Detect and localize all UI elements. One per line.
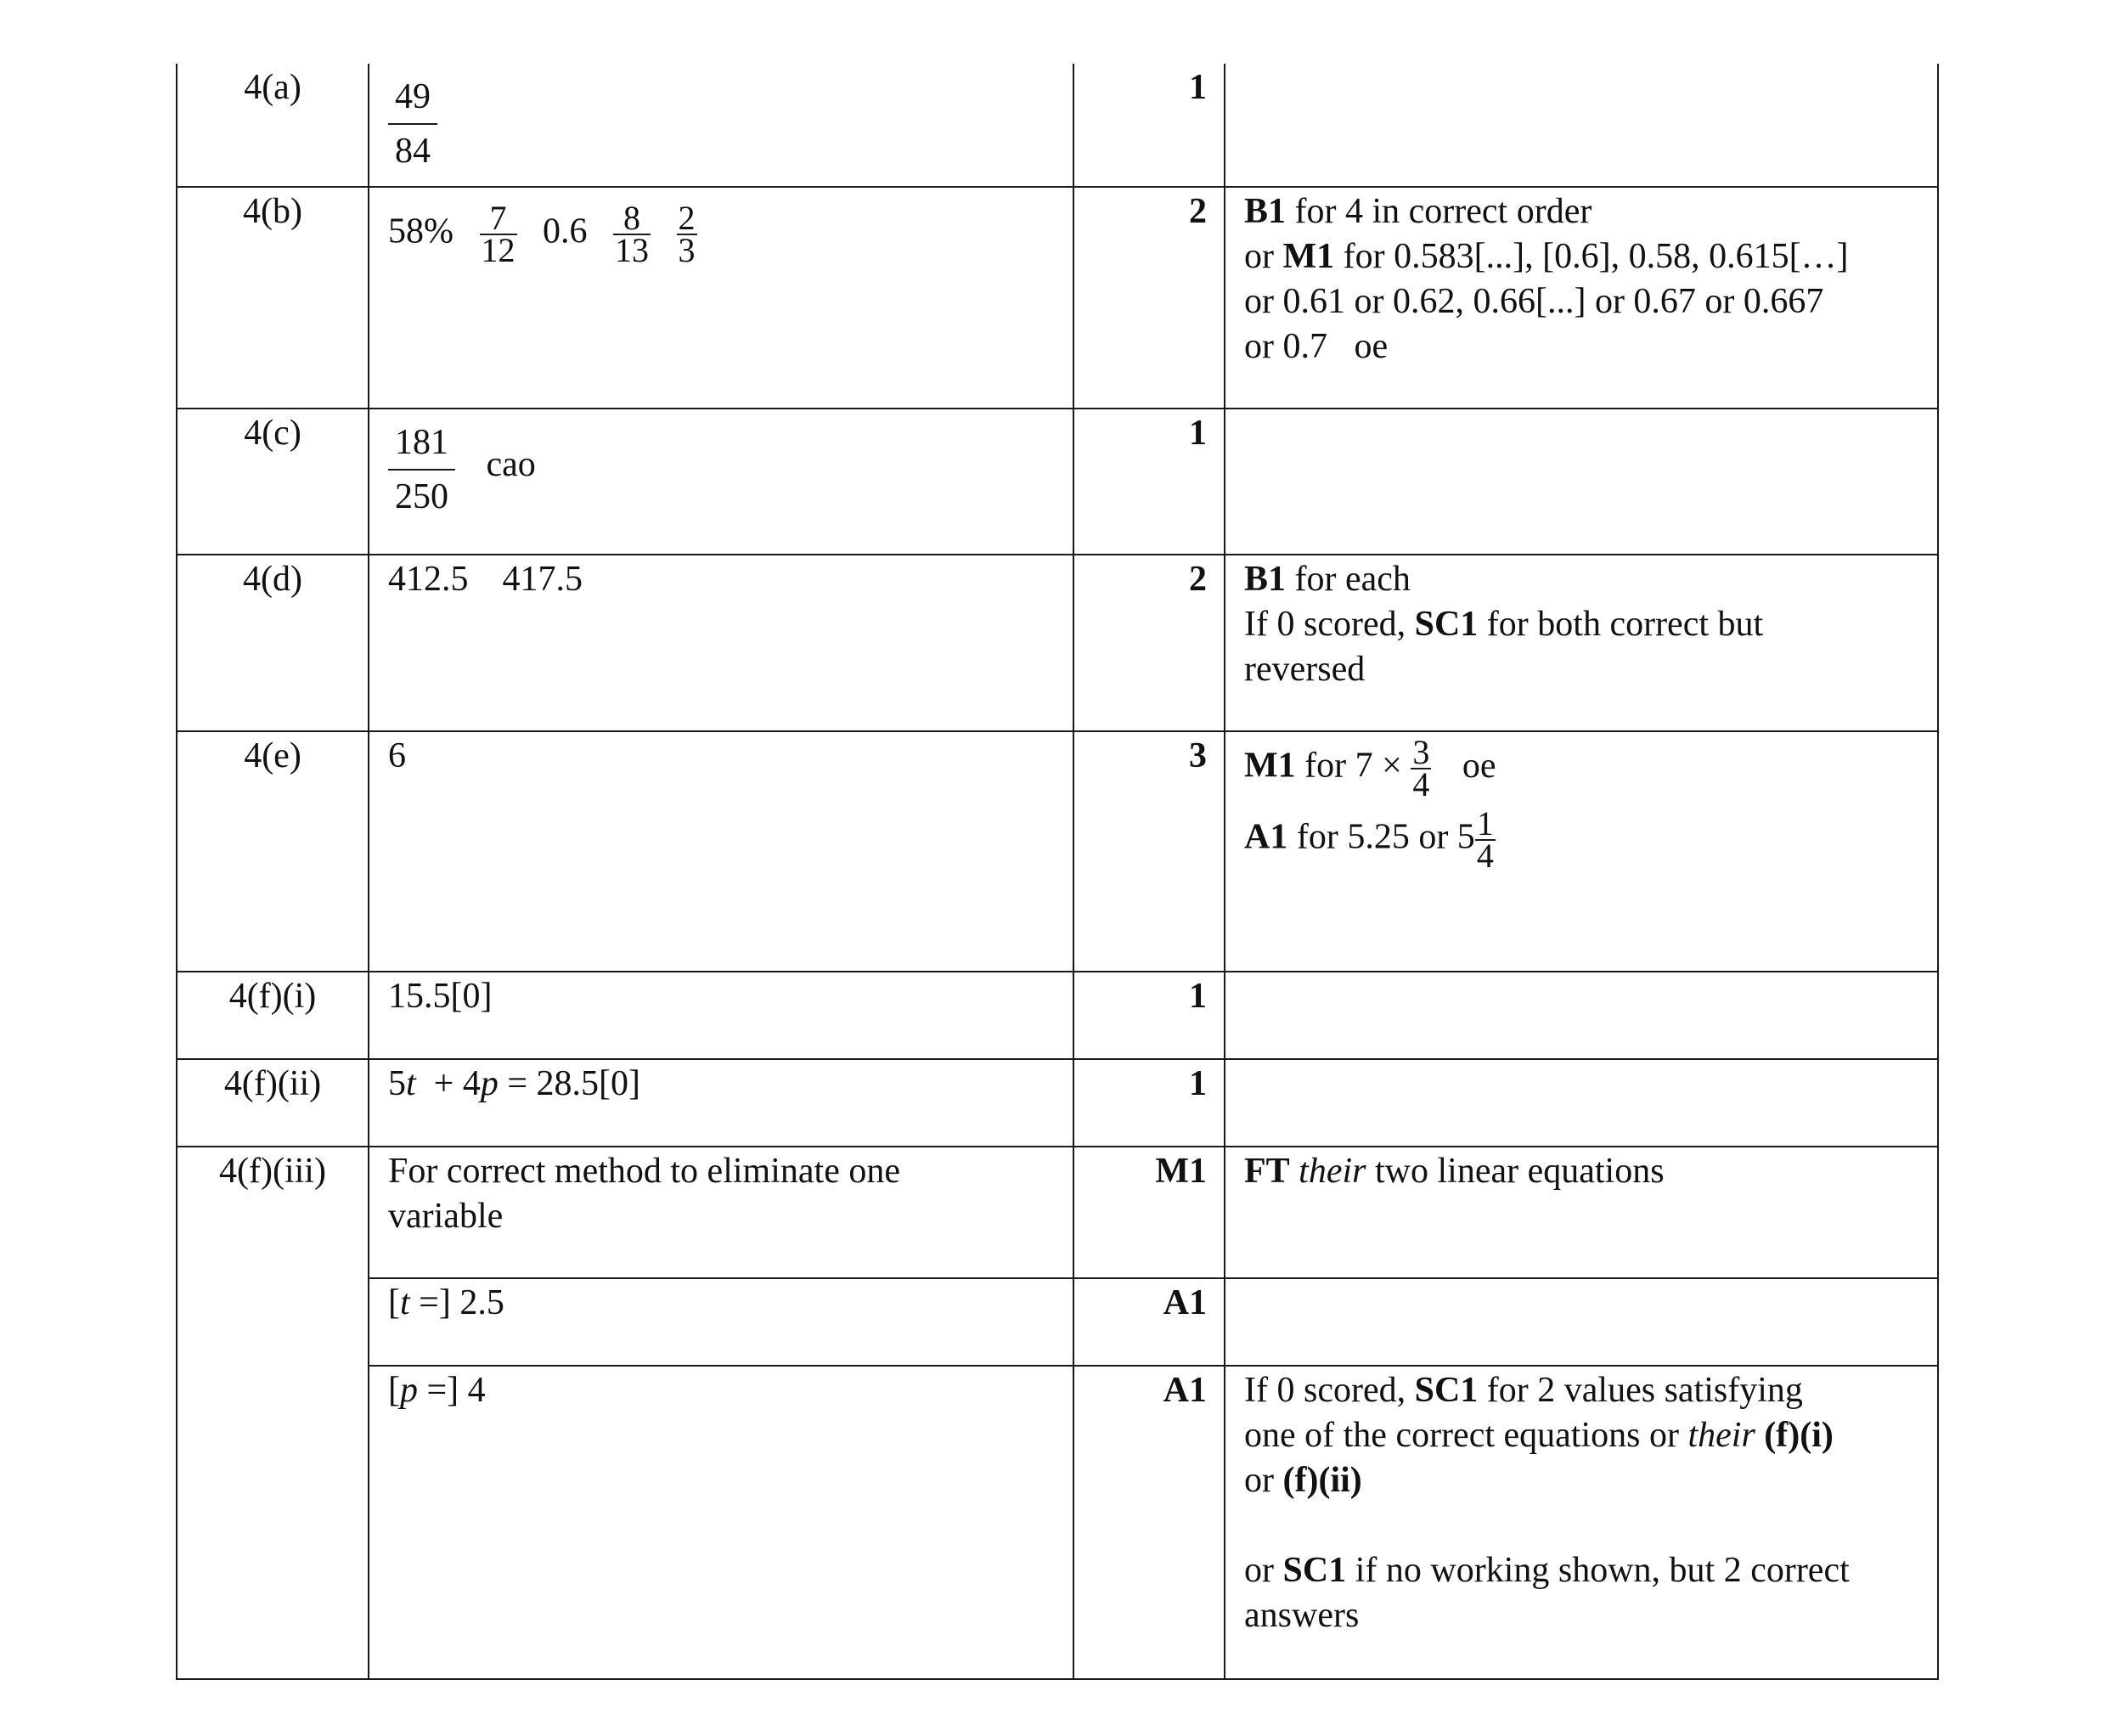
guidance-line: or 0.7 oe xyxy=(1244,327,1389,366)
guidance-line xyxy=(1244,1458,1920,1503)
guidance-fraction xyxy=(1411,733,1431,803)
equation-variable: t xyxy=(406,1064,416,1103)
guidance-text: if no working shown, but 2 correct xyxy=(1346,1551,1850,1590)
answer-cell: 15.5[0] xyxy=(369,972,1073,1059)
guidance-line: reversed xyxy=(1244,650,1366,689)
table-row xyxy=(177,1366,1938,1679)
guidance-cell xyxy=(1225,972,1938,1059)
guidance-cell xyxy=(1225,1147,1938,1278)
mark-scheme-table xyxy=(176,64,1939,1680)
answer-variable: t xyxy=(400,1283,410,1322)
marks-cell: M1 xyxy=(1073,1147,1225,1278)
question-number: 4(f)(i) xyxy=(177,972,369,1059)
answer-lower-bound: 412.5 xyxy=(388,560,469,599)
table-row xyxy=(177,409,1938,555)
question-number: 4(a) xyxy=(177,64,369,187)
guidance-text: one of the correct equations or xyxy=(1244,1416,1688,1455)
guidance-cell xyxy=(1225,187,1938,409)
table-row xyxy=(177,731,1938,972)
guidance-emphasis: their xyxy=(1687,1416,1755,1455)
guidance-text: two linear equations xyxy=(1366,1152,1665,1191)
guidance-cell xyxy=(1225,1059,1938,1147)
guidance-cell xyxy=(1225,64,1938,187)
table-row xyxy=(177,1147,1938,1278)
fraction-denominator: 4 xyxy=(1476,837,1494,875)
answer-part: [ xyxy=(388,1371,400,1410)
table-row xyxy=(177,555,1938,731)
fraction-denominator: 84 xyxy=(395,132,431,171)
table-row xyxy=(177,972,1938,1059)
mark-code: M1 xyxy=(1282,237,1335,276)
marks-cell: A1 xyxy=(1073,1366,1225,1679)
fraction-numerator: 3 xyxy=(1412,733,1430,771)
answer-fraction xyxy=(677,199,697,269)
answer-fraction xyxy=(388,70,437,178)
mark-code: B1 xyxy=(1244,560,1287,599)
question-number: 4(f)(iii) xyxy=(177,1147,369,1679)
question-number: 4(c) xyxy=(177,409,369,555)
guidance-text: If 0 scored, xyxy=(1244,605,1415,644)
answer-cell xyxy=(369,1147,1073,1278)
mark-code: FT xyxy=(1244,1152,1290,1191)
equation-part: = 28.5[0] xyxy=(498,1064,641,1103)
equation-part: 5 xyxy=(388,1064,406,1103)
marks-cell: 1 xyxy=(1073,64,1225,187)
marks-cell: 1 xyxy=(1073,1059,1225,1147)
answer-fraction xyxy=(613,199,651,269)
question-number: 4(d) xyxy=(177,555,369,731)
guidance-line xyxy=(1244,804,1920,875)
answer-qualifier: cao xyxy=(486,444,536,484)
answer-cell: 6 xyxy=(369,731,1073,972)
fraction-numerator: 181 xyxy=(388,416,455,471)
part-reference: (f)(ii) xyxy=(1282,1461,1362,1500)
marks-cell: 2 xyxy=(1073,555,1225,731)
fraction-denominator: 3 xyxy=(678,231,696,269)
guidance-text: or xyxy=(1244,1551,1283,1590)
answer-part: =] 2.5 xyxy=(409,1283,504,1322)
question-number: 4(f)(ii) xyxy=(177,1059,369,1147)
answer-value: 0.6 xyxy=(543,211,588,251)
table-row xyxy=(177,1278,1938,1366)
answer-cell xyxy=(369,1059,1073,1147)
guidance-fraction xyxy=(1475,804,1496,875)
marks-cell: 1 xyxy=(1073,409,1225,555)
part-reference: (f)(i) xyxy=(1755,1416,1834,1455)
equation-part: + 4 xyxy=(415,1064,481,1103)
marks-cell: 1 xyxy=(1073,972,1225,1059)
mark-code: B1 xyxy=(1244,192,1287,231)
guidance-text: for 2 values satisfying xyxy=(1478,1371,1803,1410)
guidance-text: or xyxy=(1244,237,1283,276)
guidance-spacer xyxy=(1244,1503,1920,1548)
guidance-text: for each xyxy=(1286,560,1411,599)
fraction-numerator: 2 xyxy=(678,199,696,237)
guidance-line: or 0.61 or 0.62, 0.66[...] or 0.67 or 0.667 xyxy=(1244,282,1824,321)
mark-code: A1 xyxy=(1244,817,1288,857)
answer-part: =] 4 xyxy=(418,1371,486,1410)
guidance-cell xyxy=(1225,1278,1938,1366)
mark-code: SC1 xyxy=(1414,1371,1479,1410)
guidance-line xyxy=(1244,1548,1920,1593)
marks-cell: 3 xyxy=(1073,731,1225,972)
mark-code: SC1 xyxy=(1282,1551,1347,1590)
question-number: 4(b) xyxy=(177,187,369,409)
guidance-line xyxy=(1244,733,1920,803)
guidance-line xyxy=(1244,1368,1920,1413)
fraction-numerator: 49 xyxy=(388,70,437,125)
answer-order-list xyxy=(388,199,1054,269)
answer-variable: p xyxy=(400,1371,418,1410)
fraction-denominator: 12 xyxy=(481,231,515,269)
answer-cell xyxy=(369,1366,1073,1679)
guidance-text: for 5.25 or 5 xyxy=(1287,817,1475,857)
fraction-numerator: 8 xyxy=(613,205,651,235)
table-row xyxy=(177,1059,1938,1147)
fraction-denominator: 4 xyxy=(1412,765,1430,803)
answer-line: For correct method to eliminate one xyxy=(388,1152,900,1191)
marks-cell: 2 xyxy=(1073,187,1225,409)
table-row xyxy=(177,64,1938,187)
fraction-numerator: 7 xyxy=(480,205,517,235)
answer-cell xyxy=(369,187,1073,409)
answer-upper-bound: 417.5 xyxy=(502,560,583,599)
answer-cell xyxy=(369,1278,1073,1366)
guidance-text: for 4 in correct order xyxy=(1286,192,1592,231)
answer-fraction xyxy=(480,199,517,269)
answer-cell xyxy=(369,64,1073,187)
guidance-text: for 7 × xyxy=(1295,746,1411,786)
guidance-text: If 0 scored, xyxy=(1244,1371,1415,1410)
guidance-line: answers xyxy=(1244,1596,1360,1635)
guidance-text: for 0.583[...], [0.6], 0.58, 0.615[…] xyxy=(1334,237,1849,276)
guidance-line xyxy=(1244,189,1920,234)
marks-cell: A1 xyxy=(1073,1278,1225,1366)
question-number: 4(e) xyxy=(177,731,369,972)
fraction-denominator: 250 xyxy=(395,477,448,516)
answer-part: [ xyxy=(388,1283,400,1322)
guidance-cell xyxy=(1225,1366,1938,1679)
guidance-text: for both correct but xyxy=(1478,605,1764,644)
guidance-line xyxy=(1244,234,1920,279)
guidance-text: or xyxy=(1244,1461,1283,1500)
answer-cell xyxy=(369,409,1073,555)
fraction-denominator: 13 xyxy=(615,231,649,269)
guidance-line xyxy=(1244,1413,1920,1458)
answer-line: variable xyxy=(388,1197,504,1236)
answer-fraction xyxy=(388,416,455,523)
fraction-numerator: 1 xyxy=(1476,804,1494,843)
answer-cell xyxy=(369,555,1073,731)
mark-code: SC1 xyxy=(1414,605,1479,644)
guidance-line xyxy=(1244,602,1920,647)
guidance-cell xyxy=(1225,555,1938,731)
answer-value: 58% xyxy=(388,211,454,251)
guidance-emphasis: their xyxy=(1299,1152,1366,1191)
guidance-line xyxy=(1244,557,1920,602)
guidance-cell xyxy=(1225,409,1938,555)
mark-code: M1 xyxy=(1244,746,1296,786)
table-row xyxy=(177,187,1938,409)
equation-variable: p xyxy=(480,1064,499,1103)
guidance-cell xyxy=(1225,731,1938,972)
guidance-text: oe xyxy=(1462,746,1496,786)
